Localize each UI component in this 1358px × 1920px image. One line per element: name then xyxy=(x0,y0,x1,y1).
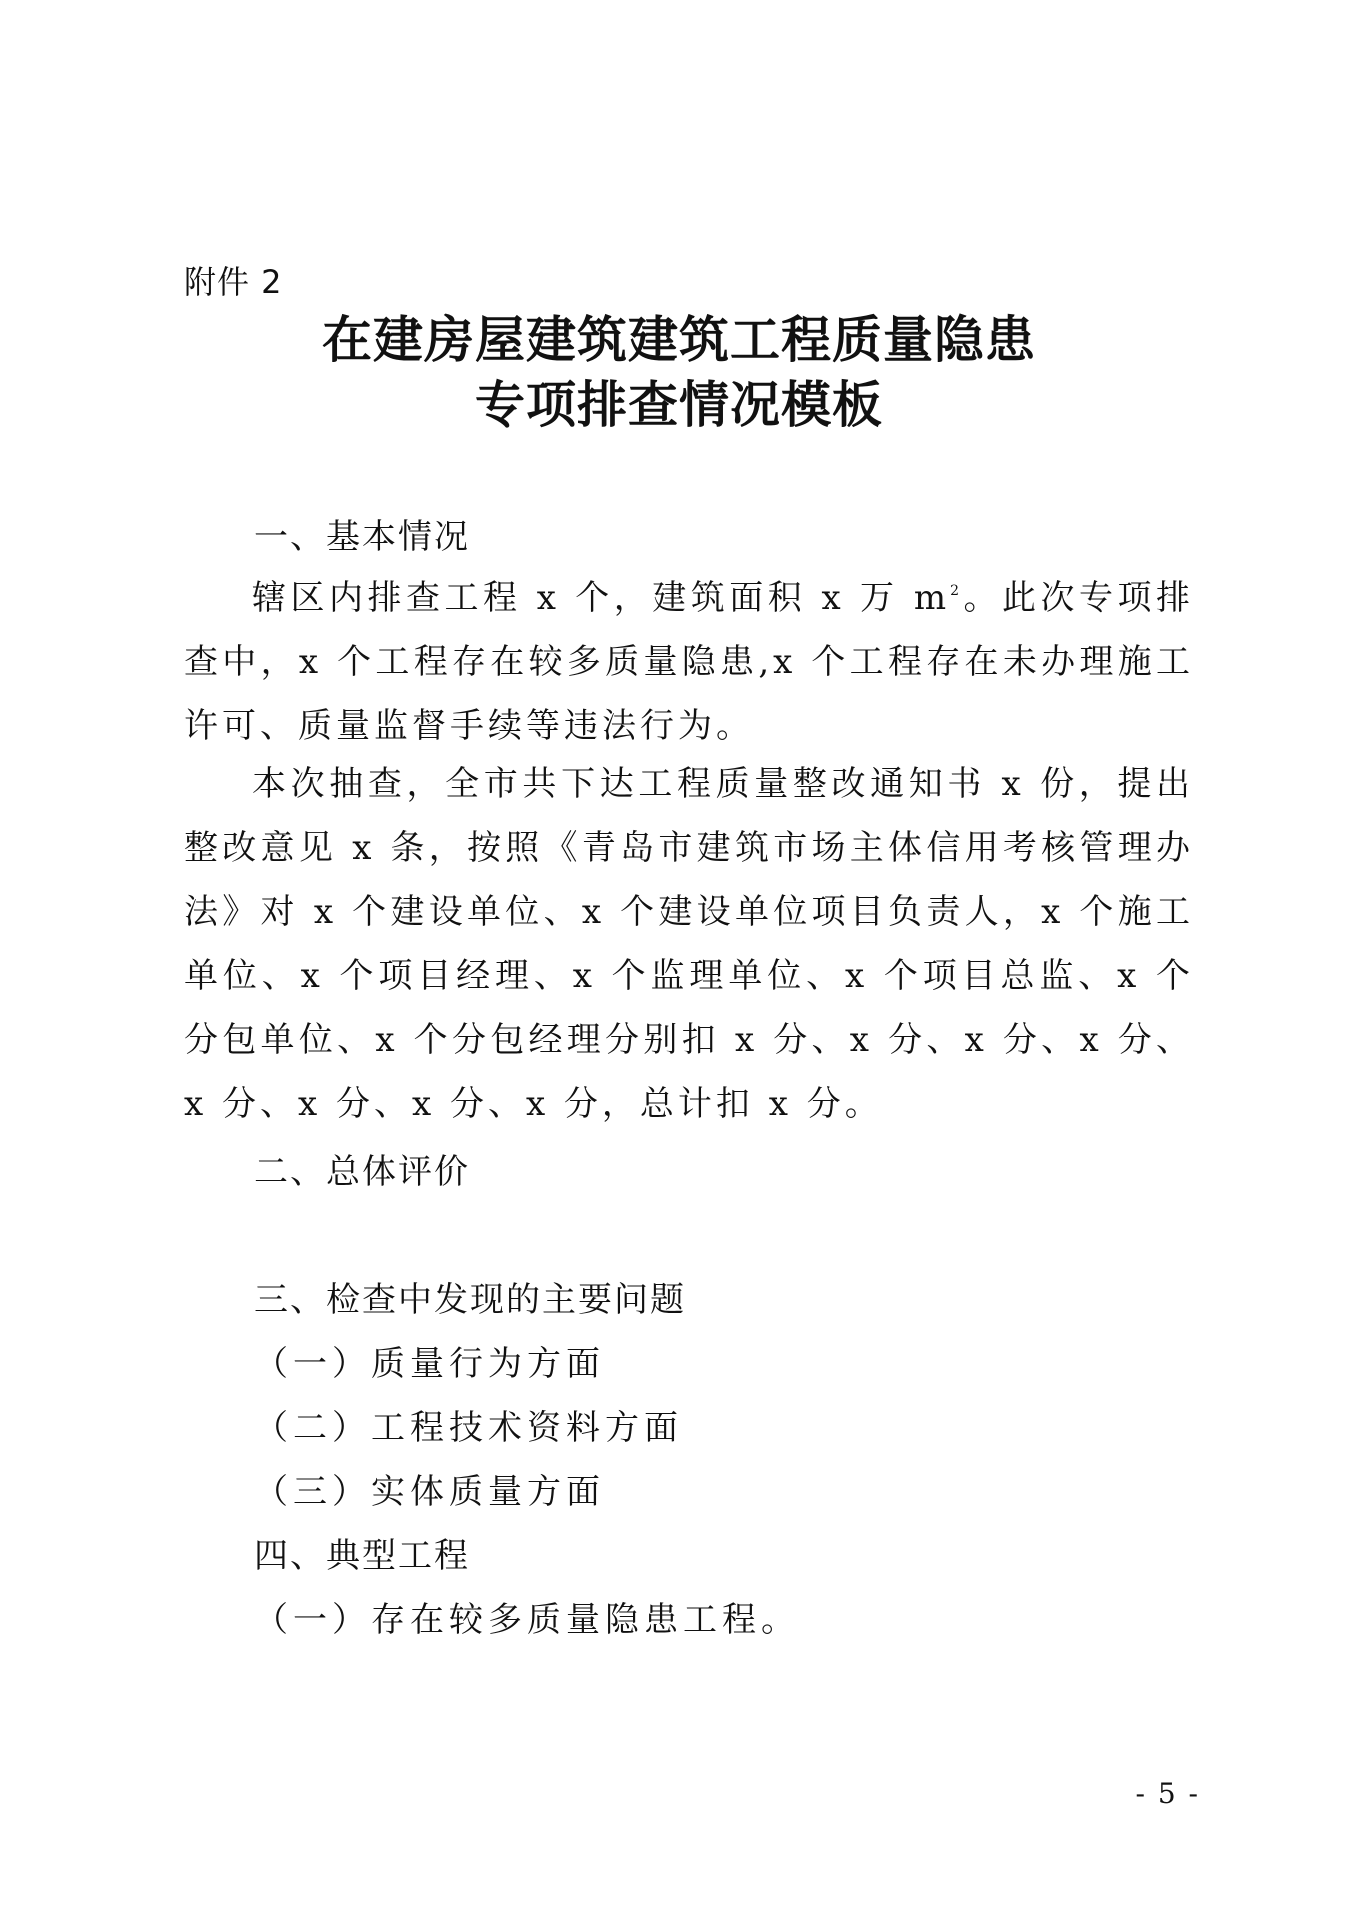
page-number: - 5 - xyxy=(1135,1777,1200,1810)
document-title-line-1: 在建房屋建筑建筑工程质量隐患 xyxy=(322,311,1036,369)
basic-paragraph-1 xyxy=(184,566,1194,758)
typical-item-1: （一）存在较多质量隐患工程。 xyxy=(254,1600,800,1640)
basic-paragraph-1-text-rest: 。此次专项排查中，x 个工程存在较多质量隐患,x 个工程存在未办理施工许可、质量监督手续等违法行为。 xyxy=(184,578,1195,746)
attachment-label: 附件 2 xyxy=(184,263,283,301)
problems-item-1: （一）质量行为方面 xyxy=(254,1344,605,1384)
section-heading-problems: 三、检查中发现的主要问题 xyxy=(254,1280,686,1320)
section-heading-evaluation: 二、总体评价 xyxy=(254,1152,470,1192)
area-unit-superscript: 2 xyxy=(950,583,964,599)
problems-item-3: （三）实体质量方面 xyxy=(254,1472,605,1512)
section-heading-basic: 一、基本情况 xyxy=(254,517,470,557)
document-title-line-2: 专项排查情况模板 xyxy=(475,376,883,434)
problems-item-2: （二）工程技术资料方面 xyxy=(254,1408,683,1448)
basic-paragraph-1-text: 辖区内排查工程 x 个，建筑面积 x 万 m xyxy=(252,578,951,618)
basic-paragraph-2: 本次抽查，全市共下达工程质量整改通知书 x 份，提出整改意见 x 条，按照《青岛市建筑市场主体信用考核管理办法》对 x 个建设单位、x 个建设单位项目负责人，x 个施工单位、x 个项目经理、x 个监理单位、x 个项目总监、x 个分包单位、x 个分包经理分别扣 x 分、x 分、x 分、x 分、x 分、x 分、x 分、x 分，总计扣 x 分。 xyxy=(184,764,1194,1124)
section-heading-typical: 四、典型工程 xyxy=(254,1536,470,1576)
